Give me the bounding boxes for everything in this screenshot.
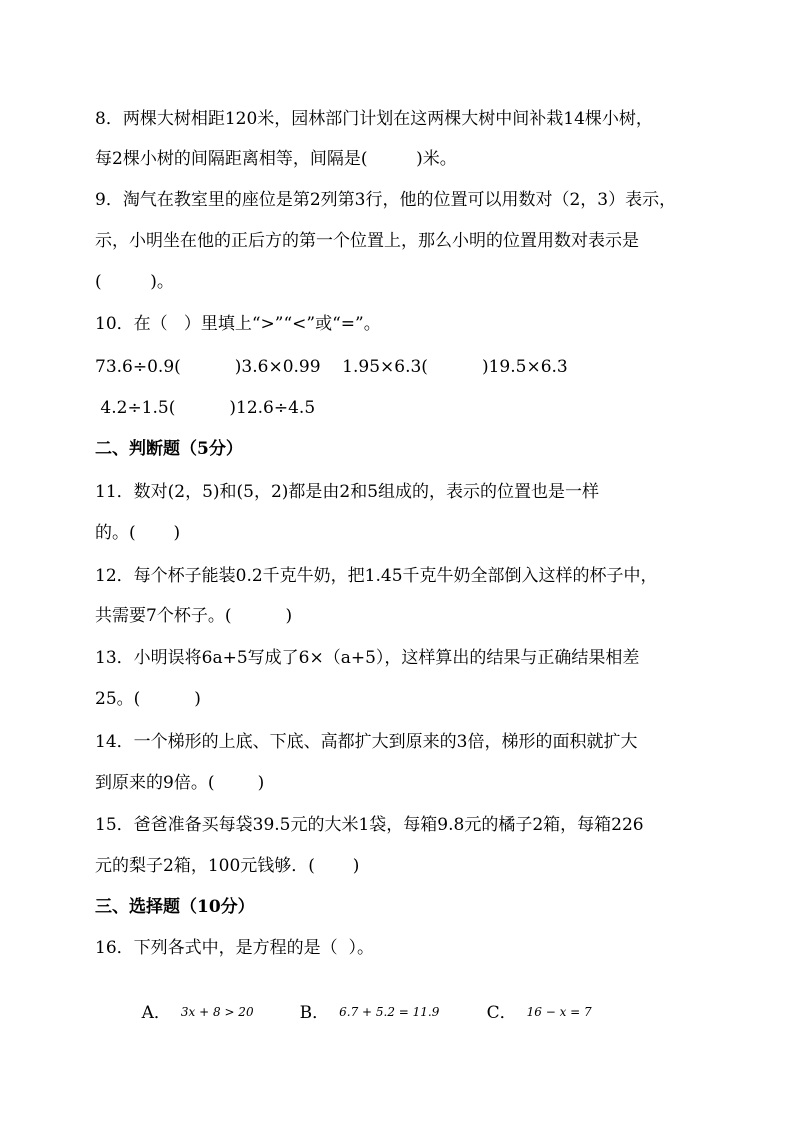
option-a — [120, 980, 254, 1047]
question-9-line-3: ( )。 — [95, 272, 174, 292]
section-heading-choice: 三、选择题（10分） — [95, 897, 255, 917]
section-heading-judgment: 二、判断题（5分） — [95, 439, 243, 459]
question-14-line-2: 到原来的9倍。( ) — [95, 773, 265, 793]
option-a-expression: 3x + 8 > 20 — [180, 1005, 254, 1019]
question-14-line-1: 14．一个梯形的上底、下底、高都扩大到原来的3倍，梯形的面积就扩大 — [95, 732, 638, 752]
question-10-line-3: 4.2÷1.5( )12.6÷4.5 — [95, 398, 316, 418]
question-9-line-1: 9．淘气在教室里的座位是第2列第3行，他的位置可以用数对（2，3）表示， — [95, 190, 677, 210]
question-11-line-2: 的。( ) — [95, 523, 181, 543]
option-c-letter: C． — [486, 1003, 517, 1023]
question-10-line-1: 10．在（ ）里填上“>”“<”或“=”。 — [95, 314, 381, 334]
question-15-line-1: 15．爸爸准备买每袋39.5元的大米1袋，每箱9.8元的橘子2箱，每箱226 — [95, 815, 644, 835]
question-10-line-2: 73.6÷0.9( )3.6×0.99 1.95×6.3( )19.5×6.3 — [95, 357, 568, 377]
question-12-line-2: 共需要7个杯子。( ) — [95, 606, 293, 626]
option-a-letter: A． — [141, 1003, 171, 1023]
option-c — [465, 980, 592, 1047]
option-b — [278, 980, 439, 1047]
option-b-letter: B． — [299, 1003, 330, 1023]
question-8-line-2: 每2棵小树的间隔距离相等，间隔是( )米。 — [95, 149, 457, 169]
question-9-line-2: 示，小明坐在他的正后方的第一个位置上，那么小明的位置用数对表示是 — [95, 231, 639, 251]
question-15-line-2: 元的梨子2箱，100元钱够．( ) — [95, 856, 360, 876]
question-8-line-1: 8．两棵大树相距120米，园林部门计划在这两棵大树中间补栽14棵小树， — [95, 109, 653, 129]
option-c-expression: 16 − x = 7 — [526, 1005, 592, 1019]
question-11-line-1: 11．数对(2，5)和(5，2)都是由2和5组成的，表示的位置也是一样 — [95, 482, 600, 502]
option-b-expression: 6.7 + 5.2 = 11.9 — [339, 1005, 440, 1019]
question-13-line-2: 25。( ) — [95, 689, 201, 709]
question-16-line-1: 16．下列各式中，是方程的是（ ）。 — [95, 938, 374, 958]
question-13-line-1: 13．小明误将6a+5写成了6×（a+5），这样算出的结果与正确结果相差 — [95, 648, 640, 668]
question-12-line-1: 12．每个杯子能装0.2千克牛奶，把1.45千克牛奶全部倒入这样的杯子中， — [95, 566, 658, 586]
